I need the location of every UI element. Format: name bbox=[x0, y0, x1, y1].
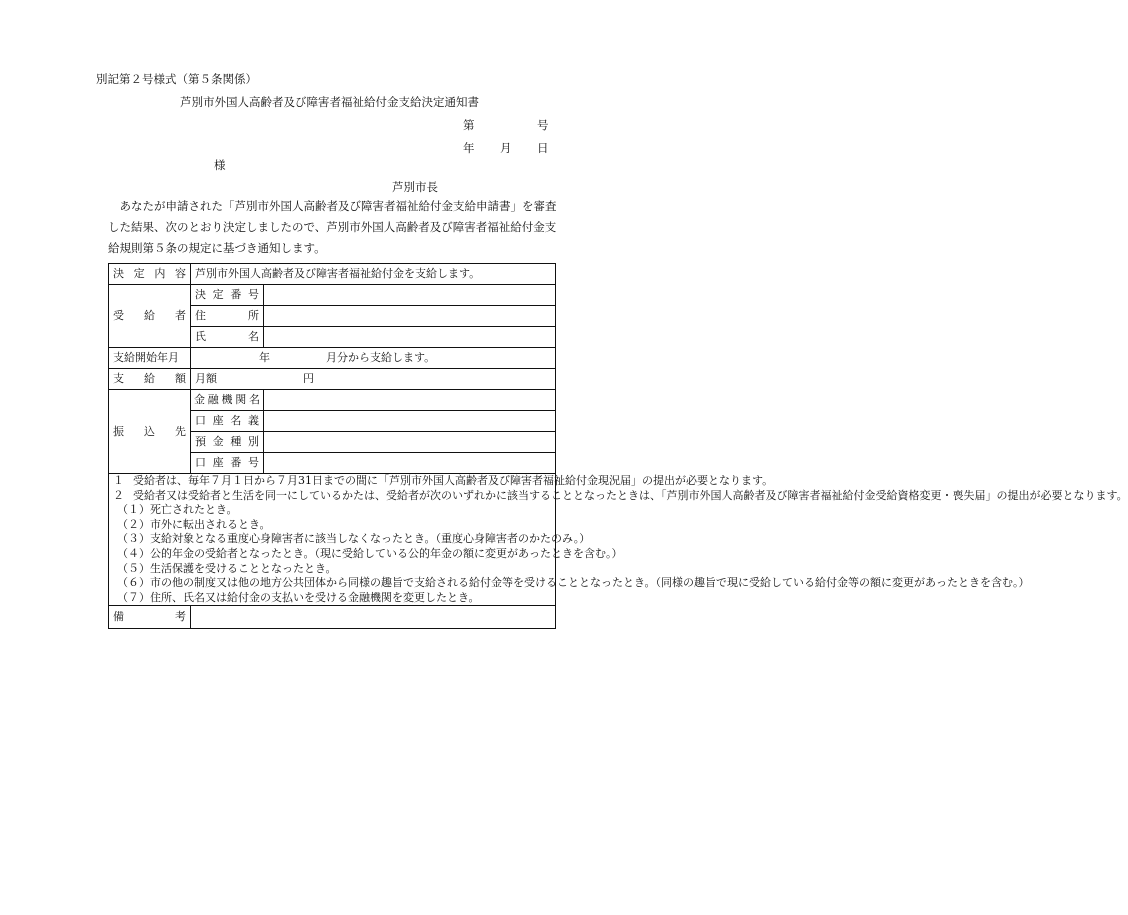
decision-table bbox=[108, 263, 1128, 629]
start-value bbox=[191, 348, 556, 369]
note-item-7: （７） 住所、氏名又は給付金の支払いを受ける金融機関を変更したとき。 bbox=[117, 590, 480, 604]
note-item-5: （５） 生活保護を受けることとなったとき。 bbox=[117, 561, 337, 575]
number-suffix: 号 bbox=[537, 118, 549, 132]
account-number-field[interactable] bbox=[264, 453, 556, 474]
deposit-type-label: 預金種別 bbox=[191, 432, 264, 453]
deposit-type-field[interactable] bbox=[264, 432, 556, 453]
body-line-2: した結果、次のとおり決定しましたので、芦別市外国人高齢者及び障害者福祉給付金支 bbox=[108, 220, 557, 234]
notice-body bbox=[108, 196, 560, 259]
notes-cell bbox=[109, 474, 1128, 606]
note-item-4: （４） 公的年金の受給者となったとき。（現に受給している公的年金の額に変更があったときを含む。） bbox=[117, 546, 623, 560]
amount-value bbox=[191, 369, 556, 390]
address-label: 住所 bbox=[191, 306, 264, 327]
start-text: 月分から支給します。 bbox=[326, 351, 436, 364]
amount-unit: 円 bbox=[303, 372, 314, 385]
date-day: 日 bbox=[537, 141, 549, 155]
recipient-label: 受給者 bbox=[109, 285, 191, 348]
body-line-1: あなたが申請された「芦別市外国人高齢者及び障害者福祉給付金支給申請書」を審査 bbox=[119, 199, 557, 213]
account-number-label: 口座番号 bbox=[191, 453, 264, 474]
form-reference: 別記第２号様式（第５条関係） bbox=[96, 72, 257, 86]
note-item-6: （６） 市の他の制度又は他の地方公共団体から同様の趣旨で支給される給付金等を受けることとなったとき。（同様の趣旨で現に受給している給付金等の額に変更があったときを含む。） bbox=[117, 576, 1030, 590]
issuer: 芦別市長 bbox=[392, 180, 438, 194]
note-2: ２ 受給者又は受給者と生活を同一にしているかたは、受給者が次のいずれかに該当することとなったときは、「芦別市外国人高齢者及び障害者福祉給付金受給資格変更・喪失届」の提出が必要となります。 bbox=[113, 488, 1128, 502]
bank-name-field[interactable] bbox=[264, 390, 556, 411]
number-prefix: 第 bbox=[463, 118, 475, 132]
start-year: 年 bbox=[259, 351, 270, 364]
remarks-label: 備考 bbox=[109, 606, 191, 629]
account-holder-field[interactable] bbox=[264, 411, 556, 432]
transfer-label: 振込先 bbox=[109, 390, 191, 474]
date-year: 年 bbox=[463, 141, 475, 155]
body-line-3: 給規則第５条の規定に基づき通知します。 bbox=[108, 241, 326, 255]
bank-name-label: 金融機関名 bbox=[191, 390, 264, 411]
note-item-3: （３） 支給対象となる重度心身障害者に該当しなくなったとき。（重度心身障害者のかたのみ。） bbox=[117, 532, 591, 546]
decision-number-field[interactable] bbox=[264, 285, 556, 306]
name-field[interactable] bbox=[264, 327, 556, 348]
note-1: １ 受給者は、毎年７月１日から７月31日までの間に「芦別市外国人高齢者及び障害者福祉給付金現況届」の提出が必要となります。 bbox=[113, 474, 774, 487]
decision-value: 芦別市外国人高齢者及び障害者福祉給付金を支給します。 bbox=[191, 264, 556, 285]
notes-list bbox=[113, 474, 1128, 605]
address-field[interactable] bbox=[264, 306, 556, 327]
start-label: 支給開始年月 bbox=[109, 348, 191, 369]
decision-label: 決定内容 bbox=[109, 264, 191, 285]
amount-prefix: 月額 bbox=[195, 372, 217, 385]
addressee-suffix: 様 bbox=[214, 158, 226, 172]
note-item-1: （１） 死亡されたとき。 bbox=[117, 503, 238, 517]
date-month: 月 bbox=[500, 141, 512, 155]
name-label: 氏名 bbox=[191, 327, 264, 348]
account-holder-label: 口座名義 bbox=[191, 411, 264, 432]
document-title: 芦別市外国人高齢者及び障害者福祉給付金支給決定通知書 bbox=[180, 95, 479, 109]
note-item-2: （２） 市外に転出されるとき。 bbox=[117, 517, 271, 531]
remarks-field[interactable] bbox=[191, 606, 556, 629]
amount-label: 支給額 bbox=[109, 369, 191, 390]
decision-number-label: 決定番号 bbox=[191, 285, 264, 306]
